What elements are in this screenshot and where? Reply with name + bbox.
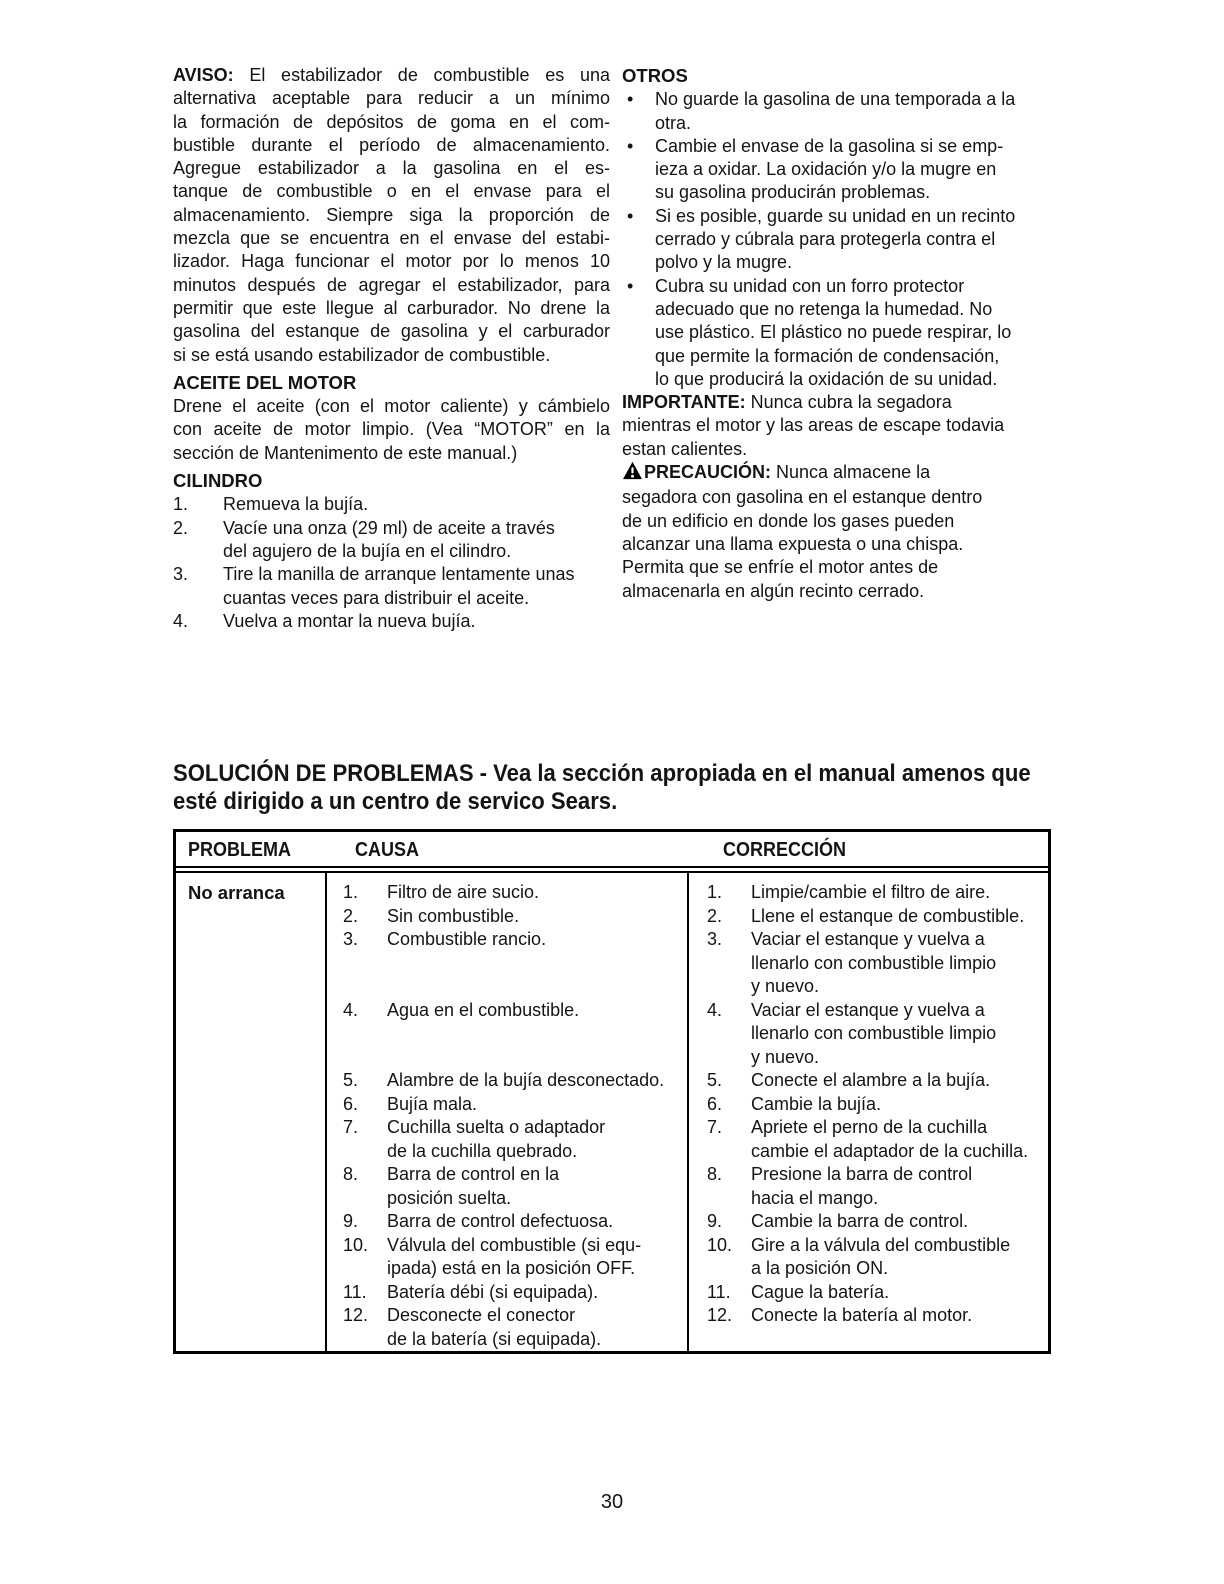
correction-cell xyxy=(687,1116,1048,1163)
text-line: almacenamiento. Siempre siga la proporción de xyxy=(173,204,610,225)
text-line: permitir que este llegue al carburador. No drene la xyxy=(173,297,610,318)
item-text xyxy=(387,1234,687,1281)
text-line: otra. xyxy=(655,112,692,133)
text-line: de la batería (si equipada). xyxy=(387,1328,602,1349)
text-line: Cambie la bujía. xyxy=(751,1093,882,1114)
item-number: 2. xyxy=(343,905,359,926)
text-line: llenarlo con combustible limpio xyxy=(751,952,997,973)
item-number: 12. xyxy=(343,1305,369,1325)
item-number: 9. xyxy=(707,1211,723,1231)
item-number: 2. xyxy=(707,905,723,926)
item-number: 1. xyxy=(173,494,189,515)
text-line: estan calientes. xyxy=(622,438,748,459)
column-header-problema-label: PROBLEMA xyxy=(188,839,292,861)
text-line: Si es posible, guarde su unidad en un recinto xyxy=(655,205,1016,226)
cause-cell xyxy=(327,1210,687,1234)
text-line: lo que producirá la oxidación de su unidad. xyxy=(655,368,998,389)
item-text xyxy=(387,999,687,1023)
correction-cell xyxy=(687,1093,1048,1117)
item-text xyxy=(751,928,1048,999)
text-line: Bujía mala. xyxy=(387,1093,478,1114)
left-column xyxy=(173,64,610,633)
bold-lead-in: PRECAUCIÓN: xyxy=(644,462,772,483)
item-text xyxy=(751,1069,1048,1093)
text-line: Cambie el envase de la gasolina si se emp- xyxy=(655,135,1004,156)
correction-cell xyxy=(687,1163,1048,1210)
item-text xyxy=(387,881,687,905)
item-text xyxy=(751,1234,1048,1281)
item-text xyxy=(223,563,610,610)
text-line: del agujero de la bujía en el cilindro. xyxy=(223,540,512,561)
troubleshooting-heading-line-2: esté dirigido a un centro de servico Sears. xyxy=(173,787,618,815)
item-number: 11. xyxy=(343,1281,367,1302)
item-number: 3. xyxy=(173,564,189,585)
bullet-marker: • xyxy=(627,135,634,156)
item-text xyxy=(387,905,687,929)
numbered-item xyxy=(173,517,610,564)
cause-cell xyxy=(327,1093,687,1117)
text-line: cambie el adaptador de la cuchilla. xyxy=(751,1140,1029,1161)
item-text xyxy=(387,928,687,952)
item-text xyxy=(387,1093,687,1117)
item-number: 11. xyxy=(707,1281,731,1302)
text-line: Gire a la válvula del combustible xyxy=(751,1234,1011,1255)
item-text xyxy=(655,275,1052,391)
text-line: alcanzar una llama expuesta o una chispa. xyxy=(622,533,964,554)
bullet-marker: • xyxy=(627,89,634,110)
text-line: hacia el mango. xyxy=(751,1187,879,1208)
cause-cell xyxy=(327,1304,687,1351)
text-line: Tire la manilla de arranque lentamente unas xyxy=(223,564,575,585)
item-text xyxy=(655,135,1052,205)
text-line: la formación de depósitos de goma en el com- xyxy=(173,111,610,132)
text-line: bustible durante el período de almacenamiento. xyxy=(173,134,610,155)
item-number: 4. xyxy=(343,999,359,1020)
item-text xyxy=(223,517,610,564)
text-line: Cuchilla suelta o adaptador xyxy=(387,1117,606,1137)
text-line: Cague la batería. xyxy=(751,1281,890,1302)
numbered-item xyxy=(173,493,610,516)
item-text xyxy=(655,88,1052,135)
bullet-item xyxy=(622,88,1052,135)
text-line: Limpie/cambie el filtro de aire. xyxy=(751,882,991,902)
item-text xyxy=(751,1281,1048,1305)
item-text xyxy=(223,493,610,516)
text-line: use plástico. El plástico no puede respirar, lo xyxy=(655,322,1012,343)
text-line: Apriete el perno de la cuchilla xyxy=(751,1117,988,1137)
item-number: 10. xyxy=(707,1234,733,1255)
text-line: Vaciar el estanque y vuelva a xyxy=(751,999,985,1020)
bullet-item xyxy=(622,135,1052,205)
text-line: almacenarla en algún recinto cerrado. xyxy=(622,580,925,601)
item-text xyxy=(387,1210,687,1234)
text-line: y nuevo. xyxy=(751,1046,820,1067)
item-number: 4. xyxy=(707,999,723,1020)
cause-cell xyxy=(327,1069,687,1093)
cilindro-numbered-list xyxy=(173,493,610,633)
text-line: mientras el motor y las areas de escape todavia xyxy=(622,415,1005,436)
text-line: de un edificio en donde los gases pueden xyxy=(622,510,955,531)
cause-cell xyxy=(327,1163,687,1210)
item-text xyxy=(387,1304,687,1351)
text-line: Presione la barra de control xyxy=(751,1164,973,1184)
text-line: si se está usando estabilizador de combustible. xyxy=(173,344,551,365)
text-line: Cambie la barra de control. xyxy=(751,1211,969,1231)
troubleshooting-table xyxy=(173,829,1051,1354)
text-line: Filtro de aire sucio. xyxy=(387,882,540,902)
bullet-item xyxy=(622,275,1052,391)
item-number: 12. xyxy=(707,1305,733,1325)
text-line: gasolina del estanque de gasolina y el carburador xyxy=(173,321,610,342)
text-line: posición suelta. xyxy=(387,1187,512,1208)
text-line: IMPORTANTE: Nunca cubra la segadora xyxy=(622,392,952,413)
column-divider-2 xyxy=(687,873,689,1351)
column-header-correccion xyxy=(685,832,1048,866)
text-line: a la posición ON. xyxy=(751,1258,889,1278)
text-line: ieza a oxidar. La oxidación y/o la mugre en xyxy=(655,159,997,180)
troubleshooting-heading xyxy=(173,760,1031,815)
text-line: PRECAUCIÓN: Nunca almacene la xyxy=(622,461,1052,486)
bold-lead-in: IMPORTANTE: xyxy=(622,392,746,413)
item-number: 6. xyxy=(707,1093,723,1114)
correction-cell xyxy=(687,1210,1048,1234)
item-number: 9. xyxy=(343,1211,359,1231)
text-line: Agua en el combustible. xyxy=(387,999,580,1020)
cause-cell xyxy=(327,905,687,929)
item-text xyxy=(751,1093,1048,1117)
text-line: Agregue estabilizador a la gasolina en el es- xyxy=(173,158,610,179)
correction-cell xyxy=(687,999,1048,1070)
text-line: de la cuchilla quebrado. xyxy=(387,1140,578,1161)
item-text xyxy=(751,1210,1048,1234)
correction-cell xyxy=(687,1234,1048,1281)
cause-cell xyxy=(327,1281,687,1305)
correction-cell xyxy=(687,1304,1048,1328)
text-line: polvo y la mugre. xyxy=(655,252,793,273)
problem-cell: No arranca xyxy=(188,882,285,903)
bullet-marker: • xyxy=(627,205,634,226)
text-line: llenarlo con combustible limpio xyxy=(751,1023,997,1043)
item-number: 2. xyxy=(173,517,189,538)
text-line: cerrado y cúbrala para protegerla contra el xyxy=(655,229,996,250)
correction-cell xyxy=(687,905,1048,929)
cause-cell xyxy=(327,1234,687,1281)
text-line: cuantas veces para distribuir el aceite. xyxy=(223,587,530,608)
item-text xyxy=(751,1304,1048,1328)
text-line: Conecte el alambre a la bujía. xyxy=(751,1070,991,1090)
item-text xyxy=(387,1163,687,1210)
text-line: Vacíe una onza (29 ml) de aceite a través xyxy=(223,517,555,538)
table-body xyxy=(176,873,1048,1351)
text-line: Vuelva a montar la nueva bujía. xyxy=(223,610,476,631)
item-text xyxy=(751,1116,1048,1163)
item-number: 5. xyxy=(707,1070,723,1090)
text-line: segadora con gasolina en el estanque dentro xyxy=(622,487,983,508)
text-line: Barra de control en la xyxy=(387,1164,560,1184)
troubleshooting-section xyxy=(173,760,1053,1354)
text-line: sección de Mantenimento de este manual.) xyxy=(173,442,518,463)
text-line: adecuado que no retenga la humedad. No xyxy=(655,298,993,319)
otros-bullet-list xyxy=(622,88,1052,391)
column-header-causa-label: CAUSA xyxy=(355,839,420,861)
item-text xyxy=(387,1281,687,1305)
text-line: Drene el aceite (con el motor caliente) y cámbielo xyxy=(173,396,610,417)
item-number: 3. xyxy=(707,929,723,949)
item-number: 1. xyxy=(343,882,359,902)
troubleshooting-heading-line-1: SOLUCIÓN DE PROBLEMAS - Vea la sección apropiada en el manual amenos que xyxy=(173,760,1031,787)
text-line: Combustible rancio. xyxy=(387,929,547,949)
item-number: 7. xyxy=(707,1117,723,1137)
item-number: 8. xyxy=(343,1164,359,1184)
precaucion-paragraph xyxy=(622,461,1052,603)
text-line: minutos después de agregar el estabilizador, para xyxy=(173,274,610,295)
item-number: 4. xyxy=(173,610,189,631)
aviso-paragraph xyxy=(173,64,610,367)
cilindro-heading: CILINDRO xyxy=(173,470,263,492)
text-line: ipada) está en la posición OFF. xyxy=(387,1258,636,1278)
text-line: Válvula del combustible (si equ- xyxy=(387,1234,642,1255)
text-line: que permite la formación de condensación, xyxy=(655,345,1000,366)
correction-cell xyxy=(687,1281,1048,1305)
item-number: 5. xyxy=(343,1070,359,1090)
bullet-item xyxy=(622,205,1052,275)
page-number: 30 xyxy=(600,1491,624,1513)
correction-cell xyxy=(687,928,1048,999)
text-line: Barra de control defectuosa. xyxy=(387,1211,614,1231)
item-text xyxy=(387,1069,687,1093)
text-line: Vaciar el estanque y vuelva a xyxy=(751,929,985,949)
cause-cell xyxy=(327,999,687,1023)
importante-paragraph xyxy=(622,391,1052,461)
column-divider-1 xyxy=(325,873,327,1351)
item-number: 3. xyxy=(343,929,359,949)
aceite-del-motor-heading: ACEITE DEL MOTOR xyxy=(173,371,357,393)
text-line: Desconecte el conector xyxy=(387,1305,576,1325)
item-text xyxy=(387,1116,687,1163)
text-line: No guarde la gasolina de una temporada a la xyxy=(655,89,1016,110)
correction-cell xyxy=(687,1069,1048,1093)
text-line: Alambre de la bujía desconectado. xyxy=(387,1070,665,1090)
text-line: Conecte la batería al motor. xyxy=(751,1305,973,1325)
correction-cell xyxy=(687,881,1048,905)
bold-lead-in: AVISO: xyxy=(173,65,234,85)
item-number: 7. xyxy=(343,1117,359,1137)
text-line: mezcla que se encuentra en el envase del estabi- xyxy=(173,228,610,249)
item-number: 10. xyxy=(343,1234,369,1255)
text-line: AVISO: El estabilizador de combustible es una xyxy=(173,65,610,85)
text-line: Cubra su unidad con un forro protector xyxy=(655,275,965,296)
text-line: tanque de combustible o en el envase para el xyxy=(173,181,610,202)
text-line: Batería débi (si equipada). xyxy=(387,1281,599,1302)
column-header-problema xyxy=(176,832,325,866)
item-text xyxy=(751,905,1048,929)
item-text xyxy=(751,999,1048,1070)
text-line: Remueva la bujía. xyxy=(223,494,369,515)
cause-cell xyxy=(327,881,687,905)
aceite-paragraph xyxy=(173,395,610,465)
cause-cell xyxy=(327,1116,687,1163)
bullet-marker: • xyxy=(627,275,634,296)
item-text xyxy=(751,1163,1048,1210)
warning-triangle-icon xyxy=(622,461,643,486)
item-text xyxy=(751,881,1048,905)
text-line: Sin combustible. xyxy=(387,905,520,926)
item-number: 8. xyxy=(707,1164,723,1184)
item-number: 1. xyxy=(707,882,723,902)
numbered-item xyxy=(173,610,610,633)
cause-cell xyxy=(327,928,687,952)
text-line: Permita que se enfríe el motor antes de xyxy=(622,557,939,578)
item-text xyxy=(223,610,610,633)
item-number: 6. xyxy=(343,1093,359,1114)
table-header-row xyxy=(176,832,1048,873)
otros-heading: OTROS xyxy=(622,65,688,86)
column-header-causa xyxy=(325,832,685,866)
text-line: lizador. Haga funcionar el motor por lo menos 10 xyxy=(173,251,610,272)
item-text xyxy=(655,205,1052,275)
text-line: Llene el estanque de combustible. xyxy=(751,905,1025,926)
text-line: con aceite de motor limpio. (Vea “MOTOR” en la xyxy=(173,419,610,440)
right-column xyxy=(622,64,1052,603)
text-line: alternativa aceptable para reducir a un mínimo xyxy=(173,88,610,109)
text-line: y nuevo. xyxy=(751,976,820,996)
numbered-item xyxy=(173,563,610,610)
column-header-correccion-label: CORRECCIÓN xyxy=(723,839,847,861)
text-line: su gasolina producirán problemas. xyxy=(655,182,931,203)
